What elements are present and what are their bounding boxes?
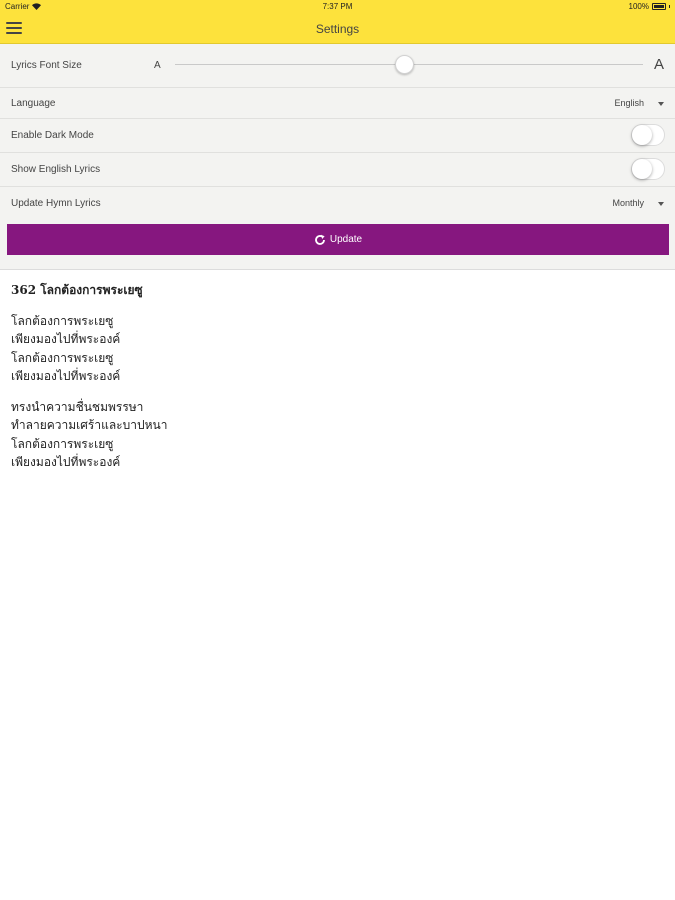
lyric-line: เพียงมองไปที่พระองค์ bbox=[11, 455, 121, 469]
language-row[interactable] bbox=[0, 88, 675, 119]
chevron-down-icon[interactable] bbox=[658, 202, 664, 206]
stanza bbox=[11, 398, 661, 472]
lyric-line: โลกต้องการพระเยซู bbox=[11, 350, 114, 365]
lyric-line: ทำลายความเศร้าและบาปหนา bbox=[11, 418, 168, 432]
font-size-slider-thumb[interactable] bbox=[395, 55, 414, 74]
toggle-knob bbox=[632, 125, 652, 145]
lyric-line: โลกต้องการพระเยซู bbox=[11, 436, 114, 451]
english-lyrics-label: Show English Lyrics bbox=[11, 164, 101, 175]
font-size-row bbox=[0, 44, 675, 88]
battery-percent: 100% bbox=[628, 2, 649, 11]
stanza bbox=[11, 312, 661, 386]
language-select-value[interactable]: English bbox=[614, 98, 644, 108]
dark-mode-toggle[interactable] bbox=[631, 124, 665, 146]
lyrics-view bbox=[11, 281, 661, 484]
font-size-label: Lyrics Font Size bbox=[11, 60, 82, 71]
lyric-line: เพียงมองไปที่พระองค์ bbox=[11, 369, 121, 383]
status-bar bbox=[0, 0, 675, 14]
english-lyrics-toggle[interactable] bbox=[631, 158, 665, 180]
refresh-icon bbox=[314, 234, 326, 246]
lyric-line: เพียงมองไปที่พระองค์ bbox=[11, 332, 121, 346]
font-size-large-a: A bbox=[654, 56, 665, 73]
settings-panel bbox=[0, 44, 675, 270]
update-frequency-select-value[interactable]: Monthly bbox=[612, 198, 644, 208]
status-time: 7:37 PM bbox=[322, 2, 353, 11]
song-title: 362 โลกต้องการพระเยซู bbox=[11, 283, 143, 297]
dark-mode-row bbox=[0, 119, 675, 153]
update-frequency-label: Update Hymn Lyrics bbox=[11, 198, 101, 209]
lyric-line: ทรงนำความชื่นชมพรรษา bbox=[11, 399, 144, 414]
update-frequency-row[interactable] bbox=[0, 187, 675, 219]
english-lyrics-row bbox=[0, 153, 675, 187]
nav-bar bbox=[0, 14, 675, 44]
update-button[interactable] bbox=[7, 224, 669, 255]
dark-mode-label: Enable Dark Mode bbox=[11, 130, 94, 141]
battery-indicator bbox=[629, 2, 670, 11]
page-title: Settings bbox=[315, 22, 360, 36]
language-label: Language bbox=[11, 98, 56, 109]
font-size-small-a: A bbox=[154, 60, 161, 71]
battery-nub bbox=[669, 5, 670, 8]
carrier-label: Carrier bbox=[5, 2, 30, 11]
battery-icon bbox=[652, 3, 666, 10]
update-button-label: Update bbox=[329, 234, 363, 245]
lyric-line: โลกต้องการพระเยซู bbox=[11, 313, 114, 328]
chevron-down-icon[interactable] bbox=[658, 102, 664, 106]
toggle-knob bbox=[632, 159, 652, 179]
